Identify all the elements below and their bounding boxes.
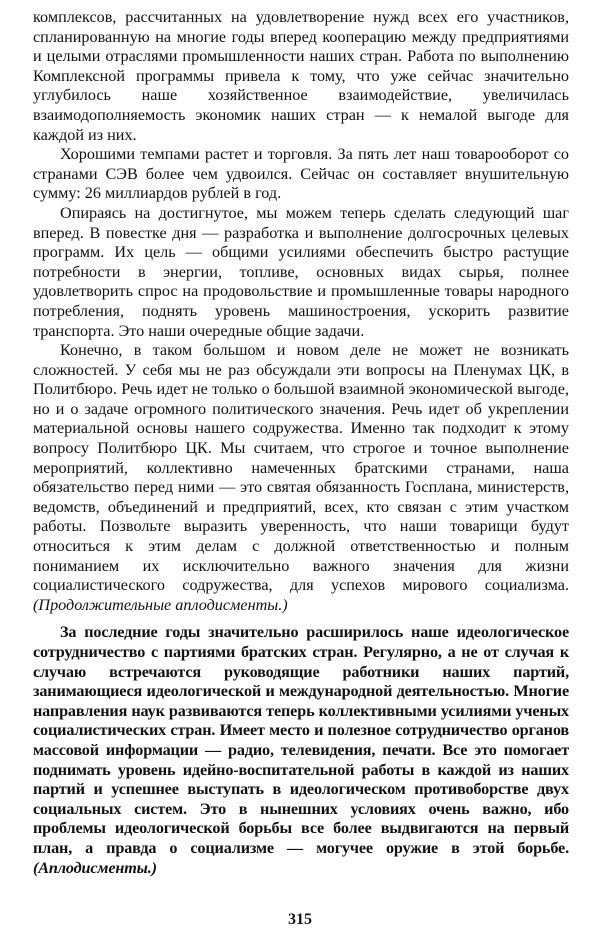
paragraph-4-applause: (Продолжительные аплодисменты.)	[33, 595, 288, 614]
paragraph-3	[33, 204, 569, 341]
paragraph-5-text: За последние годы значительно расширилось наше идеологическое сотрудничество с партиями братских стран. Регулярно, а не от случая к случаю встречаются руководящие работники наших партий, занимающиеся идеологической и международной деятельностью. Многие направления наук развиваются теперь коллективными усилиями ученых социалистических стран. Имеет место и полезное сотрудничество органов массовой информации — радио, телевидения, печати. Все это помогает поднимать уровень идейно-воспитательной работы в каждой из наших партий и успешнее выступать в идеологическом противоборстве двух социальных систем. Это в нынешних условиях очень важно, ибо проблемы идеологической борьбы все более выдвигаются на первый план, а правда о социализме — могучее оружие в этой борьбе.	[33, 623, 569, 857]
paragraph-3-text: Опираясь на достигнутое, мы можем теперь сделать следующий шаг вперед. В повестке дня — разработка и выполнение долгосрочных целевых программ. Их цель — общими усилиями обеспечить быстро растущие потребности в энергии, топливе, основных видах сырья, полнее удовлетворить спрос на продовольствие и промышленные товары народного потребления, поднять уровень машиностроения, ускорить развитие транспорта. Это наши очередные общие задачи.	[33, 203, 569, 340]
page-number: 315	[288, 911, 312, 928]
paragraph-5	[33, 623, 569, 878]
paragraph-4-text: Конечно, в таком большом и новом деле не может не возникать сложностей. У себя мы не раз обсуждали эти вопросы на Пленумах ЦК, в Политбюро. Речь идет не только о большой взаимной экономической выгоде, но и о задаче огромного политического значения. Речь идет об укреплении материальной основы нашего содружества. Именно так подходит к этому вопросу Политбюро ЦК. Мы считаем, что строгое и точное выполнение мероприятий, коллективно намеченных братскими странами, наша обязательство перед ними — это святая обязанность Госплана, министерств, ведомств, объединений и предприятий, всех, кто связан с этим участком работы. Позвольте выразить уверенность, что наши товарищи будут относиться к этим делам с должной ответственностью и полным пониманием их исключительно важного значения для жизни социалистического содружества, для успехов мирового социализма.	[33, 341, 569, 595]
paragraph-2-text: Хорошими темпами растет и торговля. За пять лет наш товарооборот со странами СЭВ более чем удвоился. Сейчас он составляет внушительную сумму: 26 миллиардов рублей в год.	[33, 145, 569, 203]
paragraph-1	[33, 8, 569, 145]
paragraph-1-text: комплексов, рассчитанных на удовлетворение нужд всех его участников, спланированную на многие годы вперед кооперацию между предприятиями и целыми отраслями промышленности наших стран. Работа по выполнению Комплексной программы привела к тому, что уже сейчас значительно углубилось наше хозяйственное взаимодействие, увеличилась взаимодополняемость экономик наших стран — к немалой выгоде для каждой из них.	[33, 8, 569, 144]
paragraph-4	[33, 341, 569, 615]
paragraph-2	[33, 145, 569, 204]
paragraph-5-applause: (Аплодисменты.)	[33, 858, 157, 877]
page-body	[33, 8, 569, 878]
